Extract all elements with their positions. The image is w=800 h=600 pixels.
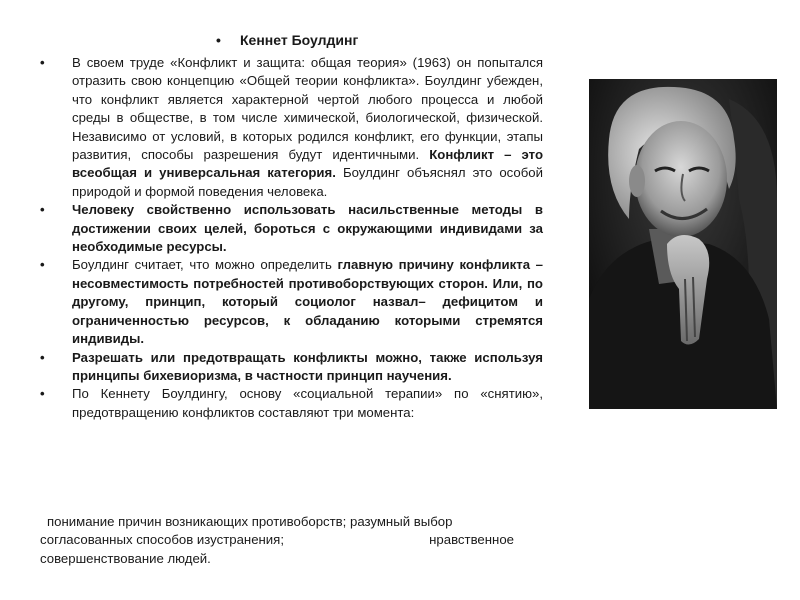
bullet-marker: • [40, 386, 45, 402]
bullet-paragraph [72, 54, 543, 201]
bullet-paragraph [72, 349, 543, 386]
bullet-paragraph [72, 385, 543, 422]
bullet-bold-text: Человеку свойственно использовать насильственные методы в достижении своих целей, бороться с окружающими индивидами за необходимые ресурсы. [72, 202, 543, 255]
bullet-marker: • [40, 349, 45, 365]
bullet-item-4 [40, 349, 543, 386]
tail-line: понимание причин возникающих противоборств; разумный выбор [47, 514, 453, 529]
bullet-text: По Кеннету Боулдингу, основу «социальной терапии» по «снятию», предотвращению конфликтов составляют три момента: [72, 386, 543, 420]
bullet-item-5 [40, 385, 543, 422]
portrait-photo [589, 79, 777, 409]
tail-line [40, 531, 514, 549]
bullet-marker: • [40, 55, 45, 70]
bullet-text: Боулдинг считает, что можно определить [72, 257, 338, 273]
tail-text: нравственное [429, 532, 514, 548]
slide-title [216, 32, 358, 49]
title-bullet: • [216, 32, 221, 48]
bullet-paragraph [72, 201, 543, 256]
therapy-moments [40, 513, 550, 568]
bullet-marker: • [40, 257, 45, 273]
title-text: Кеннет Боулдинг [240, 32, 359, 48]
tail-text: согласованных способов изустранения; [40, 532, 284, 548]
bullet-text: В своем труде «Конфликт и защита: общая теория» (1963) он попытался отразить свою концепцию «Общей теории конфликта». Боулдинг убежден, что конфликт является характерной чертой любого процесса и любой среды в обществе, в том числе химической, биологической, физической. Независимо от условий, в которых родился конфликт, его функции, этапы развития, способы разрешения будут идентичными. [72, 55, 543, 163]
bullet-bold-text: Конфликт – это всеобщая и универсальная категория. [72, 147, 543, 181]
bullet-list [40, 54, 543, 422]
bullet-item-3 [40, 256, 543, 348]
tail-line: совершенствование людей. [40, 550, 211, 566]
bullet-paragraph [72, 256, 543, 348]
bullet-bold-text: главную причину конфликта – несовместимость потребностей противоборствующих сторон. Или, по другому, принцип, который социолог назвал– дефицитом и ограниченностью ресурсов, к обладанию которыми стремятся индивиды. [72, 257, 543, 347]
bullet-item-2 [40, 201, 543, 256]
bullet-bold-text: Разрешать или предотвращать конфликты можно, также используя принципы бихевиоризма, в частности принцип научения. [72, 349, 543, 383]
portrait-illustration [589, 79, 777, 409]
bullet-text: Боулдинг объяснял это особой природой и формой поведения человека. [72, 165, 543, 199]
bullet-item-1 [40, 54, 543, 201]
bullet-marker: • [40, 202, 45, 218]
